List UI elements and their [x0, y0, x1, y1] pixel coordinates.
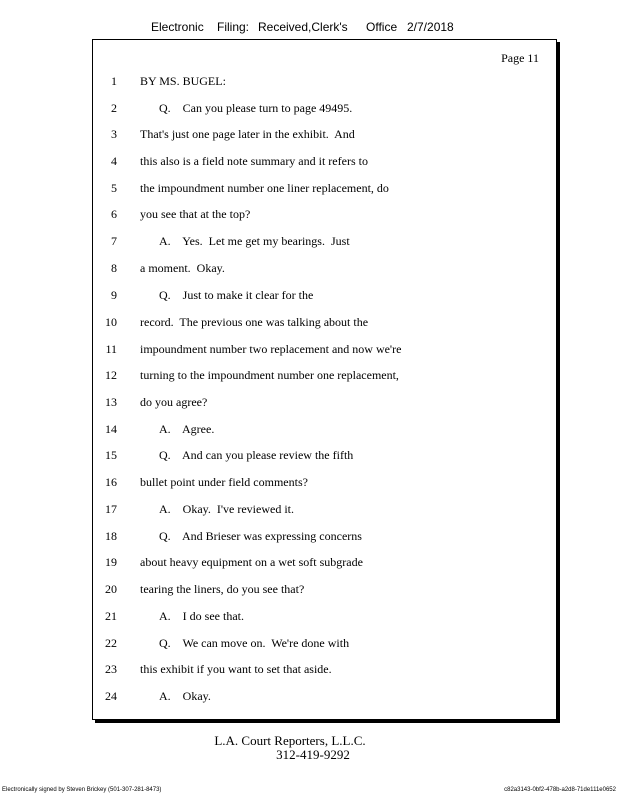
- transcript-line: [93, 181, 556, 197]
- court-reporter-phone: 312-419-9292: [276, 747, 350, 762]
- transcript-line: [93, 689, 556, 705]
- line-text: That's just one page later in the exhibit. And: [140, 127, 355, 141]
- transcript-line: [93, 154, 556, 170]
- line-number: 19: [105, 555, 117, 569]
- line-number: 12: [105, 368, 117, 382]
- line-number: 8: [111, 261, 117, 275]
- line-text: bullet point under field comments?: [140, 475, 308, 489]
- line-text: this exhibit if you want to set that aside.: [140, 662, 332, 676]
- transcript-line: [93, 368, 556, 384]
- line-text: Q. And can you please review the fifth: [159, 448, 354, 462]
- line-number: 7: [111, 234, 117, 248]
- transcript-line: [93, 529, 556, 545]
- electronic-signature-note: Electronically signed by Steven Brickey (501-307-281-8473): [2, 787, 162, 793]
- line-text: do you agree?: [140, 395, 208, 409]
- line-number: 20: [105, 582, 117, 596]
- line-number: 2: [111, 101, 117, 115]
- transcript-line: [93, 101, 556, 117]
- filing-header-filing: Filing:: [217, 20, 250, 34]
- line-text: A. Agree.: [159, 422, 215, 436]
- transcript-line: [93, 207, 556, 223]
- line-text: BY MS. BUGEL:: [140, 74, 226, 88]
- filing-header-received: Received,Clerk's: [258, 20, 348, 34]
- transcript-line: [93, 315, 556, 331]
- line-text: record. The previous one was talking about the: [140, 315, 369, 329]
- line-number: 21: [105, 609, 117, 623]
- line-text: a moment. Okay.: [140, 261, 225, 275]
- line-text: you see that at the top?: [140, 207, 251, 221]
- line-text: Q. And Brieser was expressing concerns: [159, 529, 362, 543]
- document-hash: c82a3143-0bf2-478b-a2d8-71de111e0652: [504, 787, 616, 793]
- line-number: 16: [105, 475, 117, 489]
- court-reporter-name: L.A. Court Reporters, L.L.C.: [214, 733, 366, 748]
- transcript-line: [93, 261, 556, 277]
- transcript-page: [92, 39, 557, 720]
- line-number: 17: [105, 502, 117, 516]
- line-text: this also is a field note summary and it refers to: [140, 154, 368, 168]
- transcript-line: [93, 555, 556, 571]
- transcript-line: [93, 448, 556, 464]
- line-text: tearing the liners, do you see that?: [140, 582, 305, 596]
- line-text: about heavy equipment on a wet soft subgrade: [140, 555, 363, 569]
- line-number: 9: [111, 288, 117, 302]
- transcript-line: [93, 636, 556, 652]
- line-number: 22: [105, 636, 117, 650]
- transcript-line: [93, 288, 556, 304]
- line-number: 5: [111, 181, 117, 195]
- line-text: impoundment number two replacement and now we're: [140, 342, 402, 356]
- line-number: 6: [111, 207, 117, 221]
- filing-header-date: 2/7/2018: [407, 20, 454, 34]
- filing-header: [0, 20, 618, 36]
- line-number: 4: [111, 154, 117, 168]
- transcript-line: [93, 422, 556, 438]
- transcript-line: [93, 609, 556, 625]
- line-number: 18: [105, 529, 117, 543]
- transcript-line: [93, 662, 556, 678]
- transcript-line: [93, 502, 556, 518]
- line-number: 14: [105, 422, 117, 436]
- line-number: 24: [105, 689, 117, 703]
- line-text: A. Okay. I've reviewed it.: [159, 502, 295, 516]
- line-text: the impoundment number one liner replacement, do: [140, 181, 389, 195]
- line-text: A. Okay.: [159, 689, 211, 703]
- transcript-line: [93, 234, 556, 250]
- filing-header-office: Office: [366, 20, 398, 34]
- transcript-line: [93, 342, 556, 358]
- transcript-line: [93, 395, 556, 411]
- line-text: turning to the impoundment number one replacement,: [140, 368, 399, 382]
- line-text: Q. Just to make it clear for the: [159, 288, 314, 302]
- line-number: 13: [105, 395, 117, 409]
- line-number: 3: [111, 127, 117, 141]
- line-number: 23: [105, 662, 117, 676]
- line-text: A. Yes. Let me get my bearings. Just: [159, 234, 350, 248]
- filing-header-electronic: Electronic: [151, 20, 204, 34]
- transcript-line: [93, 127, 556, 143]
- line-number: 1: [111, 74, 117, 88]
- line-number: 15: [105, 448, 117, 462]
- line-text: Q. Can you please turn to page 49495.: [159, 101, 353, 115]
- transcript-line: [93, 475, 556, 491]
- transcript-line: [93, 74, 556, 90]
- transcript-line: [93, 582, 556, 598]
- line-number: 11: [105, 342, 117, 356]
- line-text: Q. We can move on. We're done with: [159, 636, 350, 650]
- line-text: A. I do see that.: [159, 609, 244, 623]
- line-number: 10: [105, 315, 117, 329]
- page-number: Page 11: [501, 51, 539, 65]
